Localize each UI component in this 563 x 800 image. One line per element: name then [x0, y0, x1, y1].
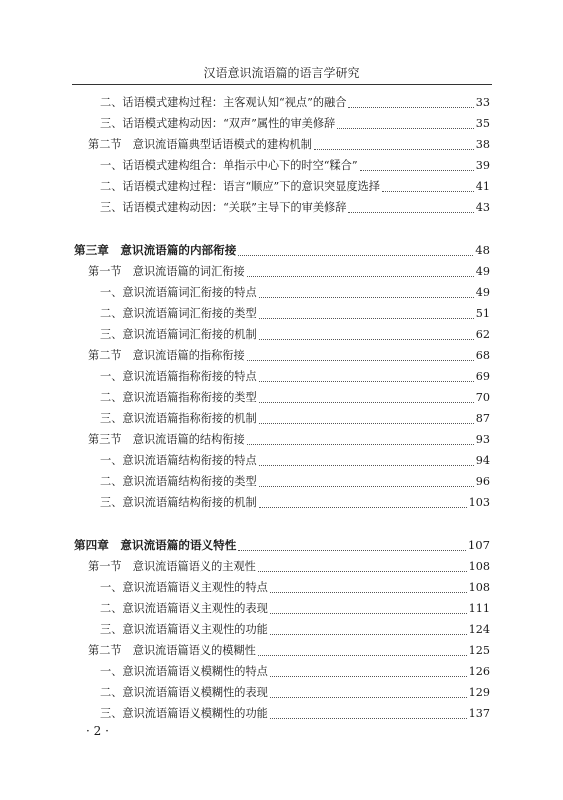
toc-entry-page: 87	[475, 412, 490, 425]
toc-entry-title: 二、意识流语篇语义模糊性的表现	[100, 686, 268, 699]
toc-section-entry	[74, 431, 490, 452]
toc-entry-page: 96	[475, 475, 490, 488]
toc-item-entry	[74, 305, 490, 326]
dot-leader	[247, 360, 474, 361]
dot-leader	[270, 697, 467, 698]
toc-entry-title: 二、话语模式建构过程：主客观认知“视点”的融合	[100, 96, 347, 109]
toc-entry-page: 33	[475, 96, 490, 109]
dot-leader	[259, 465, 474, 466]
dot-leader	[259, 318, 474, 319]
toc-entry-title: 二、意识流语篇词汇衔接的类型	[100, 307, 257, 320]
toc-item-entry	[74, 368, 490, 389]
dot-leader	[247, 276, 474, 277]
toc-entry-title: 一、意识流语篇词汇衔接的特点	[100, 286, 257, 299]
toc-entry-title: 第三章 意识流语篇的内部衔接	[74, 243, 237, 257]
toc-entry-title: 第一节 意识流语篇语义的主观性	[88, 560, 256, 573]
header-divider	[72, 84, 492, 85]
toc-entry-title: 一、话语模式建构组合：单指示中心下的时空“糅合”	[100, 159, 358, 172]
toc-entry-page: 69	[475, 370, 490, 383]
dot-leader	[258, 655, 467, 656]
dot-leader	[259, 297, 474, 298]
running-header: 汉语意识流语篇的语言学研究	[203, 66, 360, 80]
dot-leader	[348, 107, 473, 108]
page-number: · 2 ·	[86, 724, 109, 738]
toc-item-entry	[74, 115, 490, 136]
toc-item-entry	[74, 389, 490, 410]
toc-entry-page: 35	[475, 117, 490, 130]
toc-entry-title: 二、意识流语篇语义主观性的表现	[100, 602, 268, 615]
dot-leader	[382, 191, 474, 192]
dot-leader	[360, 170, 474, 171]
toc-entry-title: 第二节 意识流语篇的指称衔接	[88, 349, 245, 362]
toc-entry-page: 103	[468, 496, 490, 509]
toc-item-entry	[74, 621, 490, 642]
toc-entry-page: 137	[468, 707, 490, 720]
dot-leader	[238, 255, 473, 256]
dot-leader	[270, 592, 467, 593]
dot-leader	[270, 634, 467, 635]
toc-entry-title: 三、意识流语篇结构衔接的机制	[100, 496, 257, 509]
toc-entry-title: 一、意识流语篇语义模糊性的特点	[100, 665, 268, 678]
dot-leader	[259, 381, 474, 382]
toc-entry-title: 三、意识流语篇指称衔接的机制	[100, 412, 257, 425]
toc-entry-title: 三、话语模式建构动因：“双声”属性的审美修辞	[100, 117, 336, 130]
toc-entry-page: 125	[468, 644, 490, 657]
toc-item-entry	[74, 199, 490, 220]
toc-entry-page: 62	[475, 328, 490, 341]
toc-entry-page: 108	[468, 560, 490, 573]
toc-group-chapter-4	[74, 537, 490, 726]
spacer	[74, 515, 490, 537]
toc-entry-page: 38	[475, 138, 490, 151]
toc-entry-page: 39	[475, 159, 490, 172]
toc-chapter-entry	[74, 242, 490, 263]
dot-leader	[259, 486, 474, 487]
toc-item-entry	[74, 473, 490, 494]
dot-leader	[270, 613, 467, 614]
toc-entry-title: 二、话语模式建构过程：语言“顺应”下的意识突显度选择	[100, 180, 380, 193]
dot-leader	[259, 402, 474, 403]
toc-item-entry	[74, 494, 490, 515]
toc-entry-page: 51	[475, 307, 490, 320]
toc-item-entry	[74, 579, 490, 600]
toc-entry-page: 126	[468, 665, 490, 678]
dot-leader	[348, 212, 473, 213]
toc-item-entry	[74, 663, 490, 684]
toc-entry-title: 第二节 意识流语篇语义的模糊性	[88, 644, 256, 657]
dot-leader	[314, 149, 474, 150]
toc-chapter-entry	[74, 537, 490, 558]
toc-item-entry	[74, 684, 490, 705]
toc-entry-title: 三、意识流语篇语义模糊性的功能	[100, 707, 268, 720]
toc-entry-page: 43	[475, 201, 490, 214]
toc-item-entry	[74, 326, 490, 347]
toc-item-entry	[74, 410, 490, 431]
toc-entry-page: 111	[468, 602, 490, 615]
dot-leader	[238, 550, 466, 551]
toc-entry-page: 124	[468, 623, 490, 636]
toc-entry-page: 68	[475, 349, 490, 362]
toc-entry-title: 三、意识流语篇词汇衔接的机制	[100, 328, 257, 341]
dot-leader	[337, 128, 474, 129]
toc-entry-page: 107	[467, 538, 490, 552]
toc-group-chapter-3	[74, 242, 490, 515]
dot-leader	[259, 507, 467, 508]
toc-group-continued	[74, 94, 490, 220]
toc-entry-title: 一、意识流语篇结构衔接的特点	[100, 454, 257, 467]
toc-section-entry	[74, 558, 490, 579]
dot-leader	[259, 423, 474, 424]
toc-section-entry	[74, 642, 490, 663]
toc-section-entry	[74, 136, 490, 157]
toc-entry-title: 一、意识流语篇语义主观性的特点	[100, 581, 268, 594]
toc-entry-page: 49	[475, 286, 490, 299]
toc-entry-title: 二、意识流语篇指称衔接的类型	[100, 391, 257, 404]
toc-item-entry	[74, 94, 490, 115]
dot-leader	[270, 718, 467, 719]
dot-leader	[270, 676, 467, 677]
toc-entry-page: 93	[475, 433, 490, 446]
spacer	[74, 220, 490, 242]
toc-entry-title: 一、意识流语篇指称衔接的特点	[100, 370, 257, 383]
toc-entry-page: 129	[468, 686, 490, 699]
toc-entry-title: 第二节 意识流语篇典型话语模式的建构机制	[88, 138, 312, 151]
toc-section-entry	[74, 263, 490, 284]
table-of-contents	[74, 94, 490, 726]
toc-entry-page: 108	[468, 581, 490, 594]
toc-item-entry	[74, 157, 490, 178]
toc-entry-page: 48	[475, 243, 490, 257]
toc-entry-page: 49	[475, 265, 490, 278]
dot-leader	[259, 339, 474, 340]
toc-item-entry	[74, 705, 490, 726]
toc-item-entry	[74, 600, 490, 621]
toc-entry-title: 三、意识流语篇语义主观性的功能	[100, 623, 268, 636]
toc-section-entry	[74, 347, 490, 368]
toc-entry-page: 70	[475, 391, 490, 404]
toc-item-entry	[74, 452, 490, 473]
dot-leader	[258, 571, 467, 572]
toc-item-entry	[74, 178, 490, 199]
toc-entry-title: 第一节 意识流语篇的词汇衔接	[88, 265, 245, 278]
toc-entry-title: 第四章 意识流语篇的语义特性	[74, 538, 237, 552]
toc-entry-page: 94	[475, 454, 490, 467]
toc-item-entry	[74, 284, 490, 305]
toc-entry-title: 第三节 意识流语篇的结构衔接	[88, 433, 245, 446]
toc-entry-title: 二、意识流语篇结构衔接的类型	[100, 475, 257, 488]
toc-entry-page: 41	[475, 180, 490, 193]
toc-entry-title: 三、话语模式建构动因：“关联”主导下的审美修辞	[100, 201, 347, 214]
dot-leader	[247, 444, 474, 445]
